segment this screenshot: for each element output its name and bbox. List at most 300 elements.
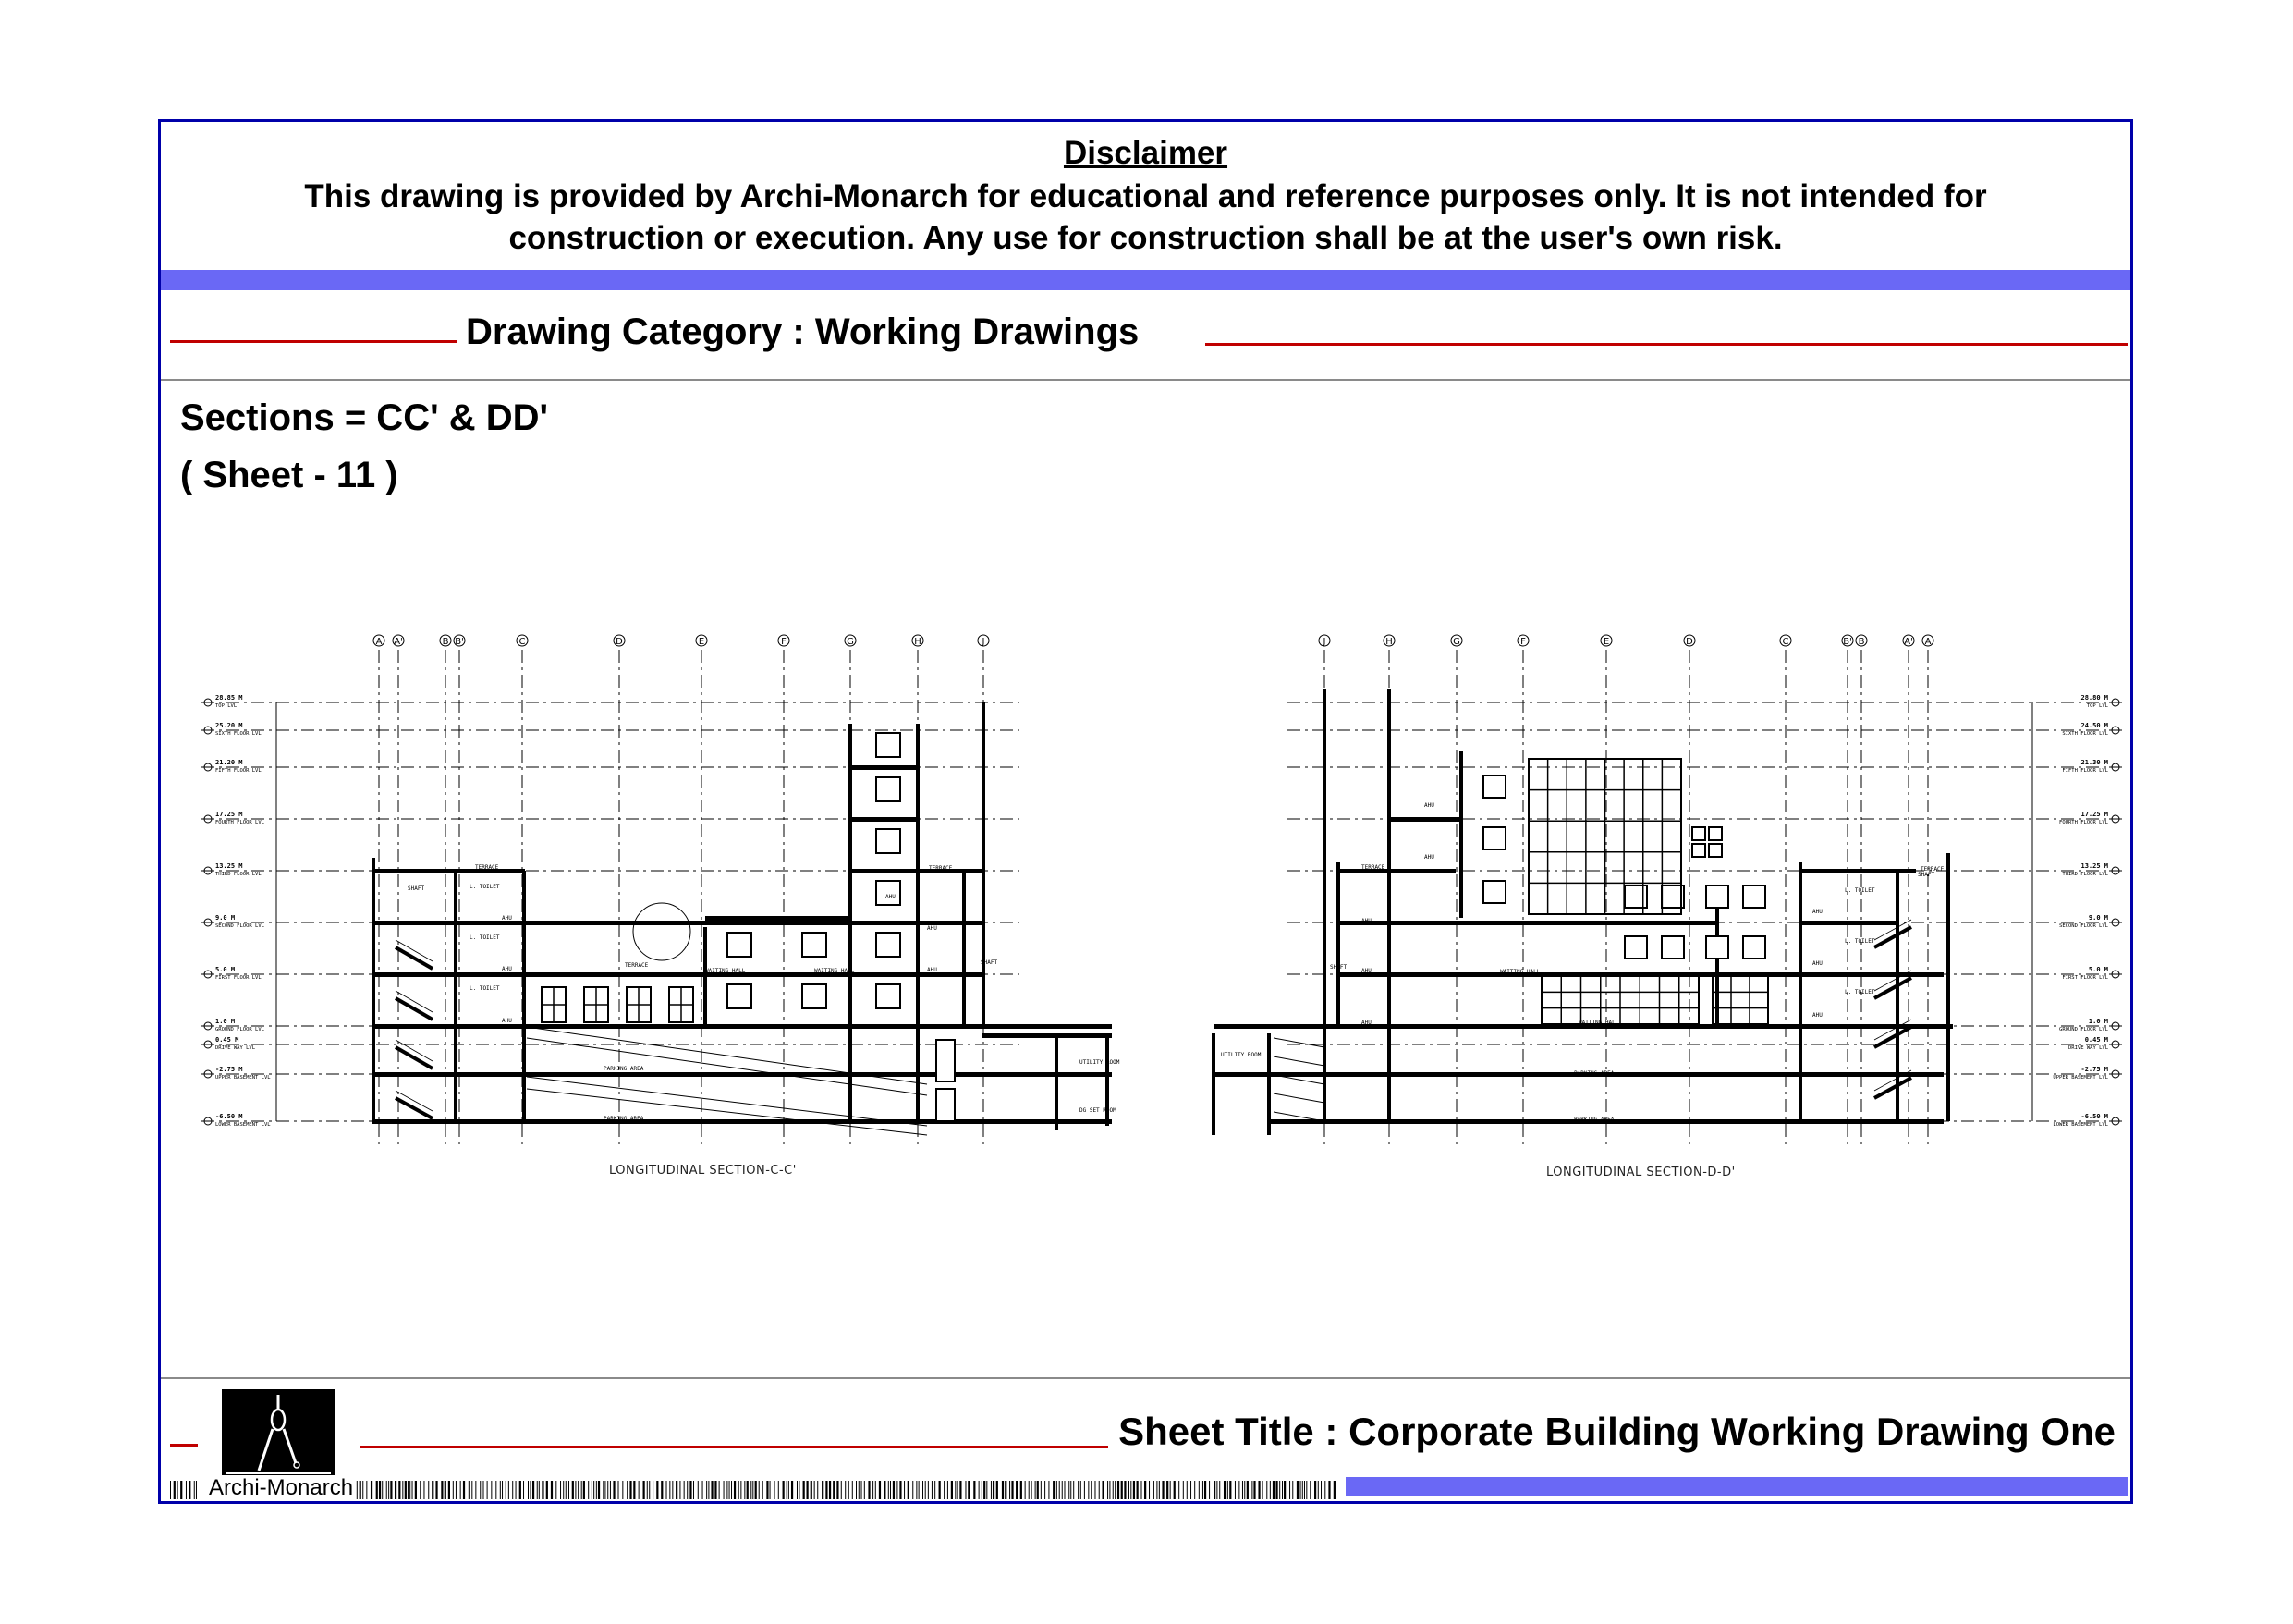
barcode-bar bbox=[588, 1481, 589, 1499]
barcode-bar bbox=[714, 1481, 716, 1499]
barcode-bar bbox=[747, 1481, 749, 1499]
wall bbox=[1336, 862, 1340, 1026]
barcode-bar bbox=[825, 1481, 827, 1499]
ramp-line bbox=[1274, 1056, 1324, 1066]
floor-slab bbox=[850, 817, 918, 822]
barcode-bar bbox=[904, 1481, 905, 1499]
barcode-bar bbox=[598, 1481, 600, 1499]
barcode-bar bbox=[944, 1481, 945, 1499]
barcode-bar bbox=[1300, 1481, 1301, 1499]
level-value: 25.20 M bbox=[215, 722, 243, 729]
barcode-bar bbox=[500, 1481, 501, 1499]
barcode-bar bbox=[959, 1481, 961, 1499]
barcode-bar bbox=[1238, 1481, 1239, 1499]
barcode-bar bbox=[811, 1481, 812, 1499]
barcode-bar bbox=[993, 1481, 994, 1499]
level-name: UPPER BASEMENT LVL bbox=[2053, 1075, 2108, 1081]
barcode-bar bbox=[542, 1481, 543, 1499]
room-label: WAITING HALL bbox=[1500, 969, 1541, 975]
level-value: 0.45 M bbox=[2084, 1036, 2108, 1044]
level-value: 28.85 M bbox=[215, 694, 243, 702]
barcode-bar bbox=[539, 1481, 540, 1499]
barcode-bar bbox=[672, 1481, 673, 1499]
barcode-bar bbox=[568, 1481, 569, 1499]
level-name: LOWER BASEMENT LVL bbox=[215, 1122, 271, 1128]
room-label: TERRACE bbox=[475, 864, 499, 871]
barcode-bar bbox=[679, 1481, 680, 1499]
window bbox=[876, 881, 900, 905]
barcode-bar bbox=[888, 1481, 889, 1499]
barcode-bar bbox=[1133, 1481, 1135, 1499]
barcode-bar bbox=[1227, 1481, 1228, 1499]
barcode-bar bbox=[1270, 1481, 1271, 1499]
room-label: AHU bbox=[1812, 960, 1823, 967]
level-name: THIRD FLOOR LVL bbox=[2062, 872, 2108, 877]
room-label: PARKING AREA bbox=[1574, 1070, 1615, 1077]
barcode-bar bbox=[833, 1481, 835, 1499]
wall bbox=[1323, 689, 1326, 1121]
barcode-bar bbox=[1088, 1481, 1089, 1499]
barcode-bar bbox=[740, 1481, 741, 1499]
window bbox=[1709, 827, 1722, 840]
wall bbox=[1387, 689, 1391, 1121]
floor-slab bbox=[705, 916, 850, 921]
barcode-bar bbox=[189, 1481, 190, 1499]
room-label: AHU bbox=[1424, 854, 1434, 861]
barcode-bar bbox=[861, 1481, 862, 1499]
barcode-bar bbox=[684, 1481, 685, 1499]
floor-slab bbox=[1338, 869, 1456, 873]
barcode-bar bbox=[1279, 1481, 1280, 1499]
barcode-bar bbox=[1053, 1481, 1055, 1499]
window bbox=[936, 1089, 955, 1121]
wall bbox=[982, 702, 985, 1026]
barcode-bar bbox=[656, 1481, 658, 1499]
barcode-bar bbox=[788, 1481, 789, 1499]
barcode-bar bbox=[1080, 1481, 1081, 1499]
grid-label: F bbox=[781, 637, 787, 647]
window bbox=[1692, 827, 1705, 840]
barcode-bar bbox=[360, 1481, 361, 1499]
wall bbox=[703, 927, 707, 1026]
wall bbox=[1267, 1033, 1271, 1135]
barcode-bar bbox=[633, 1481, 635, 1499]
barcode-bar bbox=[1162, 1481, 1164, 1499]
window bbox=[876, 777, 900, 801]
barcode-bar bbox=[1174, 1481, 1176, 1499]
level-value: -6.50 M bbox=[2080, 1113, 2108, 1120]
barcode-bar bbox=[1002, 1481, 1004, 1499]
grid-label: G bbox=[847, 637, 854, 647]
level-name: GROUND FLOOR LVL bbox=[2059, 1027, 2108, 1032]
barcode-bar bbox=[1297, 1481, 1299, 1499]
level-name: FIRST FLOOR LVL bbox=[215, 975, 262, 981]
window bbox=[876, 933, 900, 957]
level-name: SECOND FLOOR LVL bbox=[215, 923, 264, 929]
room-label: AHU bbox=[1424, 802, 1434, 809]
room-label: UTILITY ROOM bbox=[1079, 1059, 1120, 1066]
level-name: FIFTH FLOOR LVL bbox=[2062, 768, 2108, 774]
wall bbox=[454, 871, 457, 1121]
barcode-bar bbox=[607, 1481, 608, 1499]
wall bbox=[1946, 853, 1950, 1121]
barcode-bar bbox=[1178, 1481, 1179, 1499]
barcode-bar bbox=[1321, 1481, 1322, 1499]
barcode-bar bbox=[932, 1481, 933, 1499]
room-label: SHAFT bbox=[981, 959, 998, 966]
room-label: SHAFT bbox=[1918, 872, 1935, 878]
ramp-line bbox=[1274, 1093, 1324, 1103]
room-label: AHU bbox=[502, 966, 512, 972]
barcode-bar bbox=[884, 1481, 885, 1499]
grid-label: D bbox=[616, 637, 623, 647]
barcode-bar bbox=[1273, 1481, 1275, 1499]
barcode-bar bbox=[1334, 1481, 1336, 1499]
room-label: PARKING AREA bbox=[1574, 1117, 1615, 1123]
barcode-bar bbox=[1084, 1481, 1085, 1499]
barcode-bar bbox=[1091, 1481, 1092, 1499]
barcode-bar bbox=[445, 1481, 446, 1499]
room-label: SHAFT bbox=[408, 885, 425, 892]
wall bbox=[1212, 1033, 1215, 1135]
barcode-bar bbox=[593, 1481, 594, 1499]
wall bbox=[372, 858, 375, 1121]
barcode-bar bbox=[1037, 1481, 1039, 1499]
barcode-bar bbox=[872, 1481, 873, 1499]
barcode-bar bbox=[719, 1481, 720, 1499]
barcode-bar bbox=[925, 1481, 926, 1499]
compass-divider-icon bbox=[222, 1389, 335, 1477]
barcode-bar bbox=[1219, 1481, 1220, 1499]
barcode-bar bbox=[649, 1481, 650, 1499]
ramp-line bbox=[527, 1077, 927, 1126]
room-label: AHU bbox=[1361, 1020, 1372, 1026]
barcode-bar bbox=[1156, 1481, 1157, 1499]
barcode-bar bbox=[991, 1481, 992, 1499]
barcode-bar bbox=[1128, 1481, 1129, 1499]
barcode-bar bbox=[762, 1481, 763, 1499]
window bbox=[876, 829, 900, 853]
room-label: L. TOILET bbox=[470, 884, 500, 890]
sheet-title: Sheet Title : Corporate Building Working Drawing One bbox=[1118, 1410, 2116, 1453]
barcode-bar bbox=[1140, 1481, 1141, 1499]
window bbox=[1692, 844, 1705, 857]
level-name: FIFTH FLOOR LVL bbox=[215, 768, 262, 774]
barcode-bar bbox=[1302, 1481, 1303, 1499]
level-value: 17.25 M bbox=[2080, 811, 2108, 818]
level-value: 9.0 M bbox=[215, 914, 236, 922]
room-label: WAITING HALL bbox=[1579, 1020, 1619, 1026]
window bbox=[1662, 936, 1684, 959]
grid-label: H bbox=[1385, 637, 1393, 647]
room-label: WAITING HALL bbox=[814, 968, 855, 974]
barcode-bar bbox=[693, 1481, 694, 1499]
barcode-bar bbox=[357, 1481, 358, 1499]
level-name: UPPER BASEMENT LVL bbox=[215, 1075, 271, 1081]
barcode-bar bbox=[1099, 1481, 1100, 1499]
barcode-bar bbox=[596, 1481, 597, 1499]
grid-label: B' bbox=[1843, 637, 1852, 647]
room-label: AHU bbox=[927, 967, 937, 973]
barcode-bar bbox=[1170, 1481, 1171, 1499]
wall bbox=[848, 724, 852, 1121]
barcode-bar bbox=[822, 1481, 823, 1499]
barcode-bar bbox=[996, 1481, 998, 1499]
floor-slab bbox=[1338, 921, 1717, 925]
barcode-bar bbox=[453, 1481, 454, 1499]
window bbox=[1483, 775, 1506, 798]
barcode-bar bbox=[986, 1481, 987, 1499]
level-name: TOP LVL bbox=[2086, 703, 2108, 709]
barcode-bar bbox=[1137, 1481, 1139, 1499]
room-label: L. TOILET bbox=[470, 985, 500, 992]
barcode-bar bbox=[1244, 1481, 1245, 1499]
barcode-bar bbox=[388, 1481, 389, 1499]
barcode-bar bbox=[1103, 1481, 1104, 1499]
level-name: LOWER BASEMENT LVL bbox=[2053, 1122, 2108, 1128]
barcode-bar bbox=[613, 1481, 615, 1499]
window bbox=[802, 984, 826, 1008]
level-value: 9.0 M bbox=[2088, 914, 2108, 922]
barcode-bar bbox=[1251, 1481, 1252, 1499]
barcode-bar bbox=[575, 1481, 576, 1499]
barcode-bar bbox=[734, 1481, 736, 1499]
level-value: 13.25 M bbox=[215, 862, 243, 870]
room-label: SHAFT bbox=[1330, 964, 1348, 971]
barcode-bar bbox=[922, 1481, 923, 1499]
barcode-bar bbox=[480, 1481, 481, 1499]
room-label: AHU bbox=[1361, 968, 1372, 974]
wall bbox=[1459, 751, 1463, 918]
barcode-bar bbox=[382, 1481, 383, 1499]
window bbox=[876, 984, 900, 1008]
grid-label: F bbox=[1520, 637, 1526, 647]
barcode-bar bbox=[1190, 1481, 1191, 1499]
barcode-bar bbox=[435, 1481, 437, 1499]
barcode-bar bbox=[1031, 1481, 1032, 1499]
barcode-bar bbox=[482, 1481, 483, 1499]
barcode-bar bbox=[622, 1481, 623, 1499]
barcode-bar bbox=[899, 1481, 901, 1499]
barcode-bar bbox=[1318, 1481, 1319, 1499]
barcode-bar bbox=[647, 1481, 648, 1499]
barcode-bar bbox=[376, 1481, 378, 1499]
barcode-bar bbox=[908, 1481, 909, 1499]
room-label: AHU bbox=[1812, 1012, 1823, 1019]
level-value: 5.0 M bbox=[2088, 966, 2108, 973]
barcode-bar bbox=[469, 1481, 470, 1499]
curtain-wall bbox=[1713, 976, 1768, 1024]
barcode-bar bbox=[817, 1481, 818, 1499]
floor-slab bbox=[1800, 972, 1897, 977]
barcode-bar bbox=[791, 1481, 793, 1499]
window bbox=[727, 933, 751, 957]
barcode-bar bbox=[1029, 1481, 1030, 1499]
barcode-bar bbox=[1035, 1481, 1036, 1499]
barcode-bar bbox=[1324, 1481, 1325, 1499]
grid-label: J bbox=[1323, 637, 1326, 647]
grid-label: E bbox=[1603, 637, 1610, 647]
barcode-bar bbox=[423, 1481, 424, 1499]
grid-label: J bbox=[982, 637, 985, 647]
barcode-bar bbox=[1059, 1481, 1060, 1499]
level-value: 24.50 M bbox=[2080, 722, 2108, 729]
barcode-bar bbox=[919, 1481, 920, 1499]
barcode-bar bbox=[666, 1481, 667, 1499]
barcode-bar bbox=[572, 1481, 574, 1499]
barcode-bar bbox=[1199, 1481, 1200, 1499]
barcode-bar bbox=[1109, 1481, 1110, 1499]
barcode-bar bbox=[1224, 1481, 1226, 1499]
barcode-bar bbox=[1275, 1481, 1277, 1499]
barcode-bar bbox=[965, 1481, 966, 1499]
room-label: L. TOILET bbox=[1845, 989, 1875, 995]
barcode-bar bbox=[1289, 1481, 1290, 1499]
barcode-bar bbox=[934, 1481, 935, 1499]
barcode-bar bbox=[618, 1481, 619, 1499]
grid-label: A bbox=[1924, 637, 1932, 647]
barcode-bar bbox=[1187, 1481, 1188, 1499]
barcode-bar bbox=[829, 1481, 831, 1499]
barcode-bar bbox=[1306, 1481, 1307, 1499]
barcode-bar bbox=[1328, 1481, 1330, 1499]
room-label: AHU bbox=[1812, 909, 1823, 915]
drawing-category: Drawing Category : Working Drawings bbox=[466, 311, 1140, 352]
level-name: DRIVE WAY LVL bbox=[215, 1045, 256, 1051]
ramp-line bbox=[1274, 1038, 1324, 1047]
barcode-bar bbox=[1292, 1481, 1293, 1499]
room-label: AHU bbox=[885, 894, 896, 900]
barcode-bar bbox=[1194, 1481, 1195, 1499]
barcode-bar bbox=[1070, 1481, 1071, 1499]
wall bbox=[522, 871, 526, 1121]
room-label: L. TOILET bbox=[1845, 887, 1875, 894]
barcode-bar bbox=[724, 1481, 725, 1499]
barcode-bar bbox=[955, 1481, 956, 1499]
room-label: TERRACE bbox=[929, 865, 953, 872]
barcode-bar bbox=[750, 1481, 751, 1499]
barcode-bar bbox=[766, 1481, 768, 1499]
barcode-bar bbox=[1229, 1481, 1231, 1499]
barcode-bar bbox=[983, 1481, 985, 1499]
level-name: TOP LVL bbox=[215, 703, 238, 709]
disclaimer-title: Disclaimer bbox=[1063, 135, 1228, 171]
barcode-bar bbox=[702, 1481, 703, 1499]
level-name: FOURTH FLOOR LVL bbox=[215, 820, 264, 825]
barcode-bar bbox=[752, 1481, 753, 1499]
circular-opening bbox=[633, 903, 690, 960]
disclaimer-text: This drawing is provided by Archi-Monarch for educational and reference purposes only. It is not intended for construction or execution. Any use for construction shall be at the user's own risk. bbox=[304, 178, 1987, 256]
level-name: FIRST FLOOR LVL bbox=[2062, 975, 2108, 981]
barcode-bar bbox=[1009, 1481, 1010, 1499]
room-label: AHU bbox=[927, 925, 937, 932]
section-cc-caption: LONGITUDINAL SECTION-C-C' bbox=[609, 1164, 797, 1178]
barcode-bar bbox=[755, 1481, 757, 1499]
barcode-bar bbox=[1314, 1481, 1316, 1499]
level-name: THIRD FLOOR LVL bbox=[215, 872, 262, 877]
barcode-bar bbox=[475, 1481, 476, 1499]
barcode-bar bbox=[806, 1481, 808, 1499]
barcode-bar bbox=[1044, 1481, 1045, 1499]
section-dd-caption: LONGITUDINAL SECTION-D-D' bbox=[1546, 1166, 1736, 1179]
level-value: 13.25 M bbox=[2080, 862, 2108, 870]
barcode-bar bbox=[563, 1481, 564, 1499]
floor-slab bbox=[372, 1072, 1112, 1077]
barcode-bar bbox=[523, 1481, 524, 1499]
barcode-bar bbox=[441, 1481, 443, 1499]
window bbox=[1743, 885, 1765, 908]
barcode-bar bbox=[1025, 1481, 1026, 1499]
barcode-bar bbox=[566, 1481, 567, 1499]
barcode-bar bbox=[912, 1481, 913, 1499]
barcode-bar bbox=[928, 1481, 929, 1499]
barcode-bar bbox=[546, 1481, 548, 1499]
barcode-bar bbox=[1068, 1481, 1069, 1499]
barcode-bar bbox=[939, 1481, 941, 1499]
footer-rule-long bbox=[360, 1446, 1108, 1448]
barcode-bar bbox=[412, 1481, 413, 1499]
barcode-bar bbox=[1183, 1481, 1184, 1499]
barcode-bar bbox=[408, 1481, 409, 1499]
barcode-bar bbox=[841, 1481, 842, 1499]
floor-slab bbox=[372, 869, 525, 873]
floor-slab bbox=[372, 1024, 1112, 1029]
level-value: 21.20 M bbox=[215, 759, 243, 766]
wall bbox=[916, 724, 920, 1121]
barcode-bar bbox=[957, 1481, 958, 1499]
barcode-bar bbox=[395, 1481, 396, 1499]
barcode-bar bbox=[1202, 1481, 1203, 1499]
barcode-bar bbox=[170, 1481, 171, 1499]
barcode-bar bbox=[759, 1481, 760, 1499]
barcode-bar bbox=[711, 1481, 713, 1499]
barcode-bar bbox=[1005, 1481, 1006, 1499]
footer-band bbox=[1346, 1477, 2128, 1496]
barcode-bar bbox=[1266, 1481, 1267, 1499]
room-label: TERRACE bbox=[1921, 866, 1945, 873]
barcode-bar bbox=[528, 1481, 529, 1499]
barcode-bar bbox=[973, 1481, 975, 1499]
room-label: TERRACE bbox=[625, 962, 649, 969]
barcode-bar bbox=[402, 1481, 403, 1499]
barcode-bar bbox=[610, 1481, 611, 1499]
barcode-bar bbox=[583, 1481, 585, 1499]
barcode-bar bbox=[1153, 1481, 1154, 1499]
barcode-bar bbox=[1258, 1481, 1260, 1499]
barcode-bar bbox=[968, 1481, 970, 1499]
barcode-bar bbox=[896, 1481, 897, 1499]
barcode-bar bbox=[1115, 1481, 1116, 1499]
barcode-bar bbox=[868, 1481, 870, 1499]
barcode-bar bbox=[676, 1481, 677, 1499]
barcode-bar bbox=[532, 1481, 534, 1499]
barcode-bar bbox=[1216, 1481, 1217, 1499]
barcode-bar bbox=[177, 1481, 178, 1499]
barcode-bar bbox=[875, 1481, 876, 1499]
barcode-bar bbox=[1048, 1481, 1049, 1499]
barcode-bar bbox=[512, 1481, 513, 1499]
barcode-bar bbox=[362, 1481, 363, 1499]
barcode-bar bbox=[371, 1481, 372, 1499]
barcode-bar bbox=[519, 1481, 521, 1499]
barcode-bar bbox=[661, 1481, 663, 1499]
barcode-bar bbox=[856, 1481, 857, 1499]
barcode-bar bbox=[448, 1481, 450, 1499]
window bbox=[802, 933, 826, 957]
sections-title: Sections = CC' & DD' bbox=[180, 397, 548, 438]
window bbox=[936, 1040, 955, 1081]
barcode-bar bbox=[803, 1481, 805, 1499]
